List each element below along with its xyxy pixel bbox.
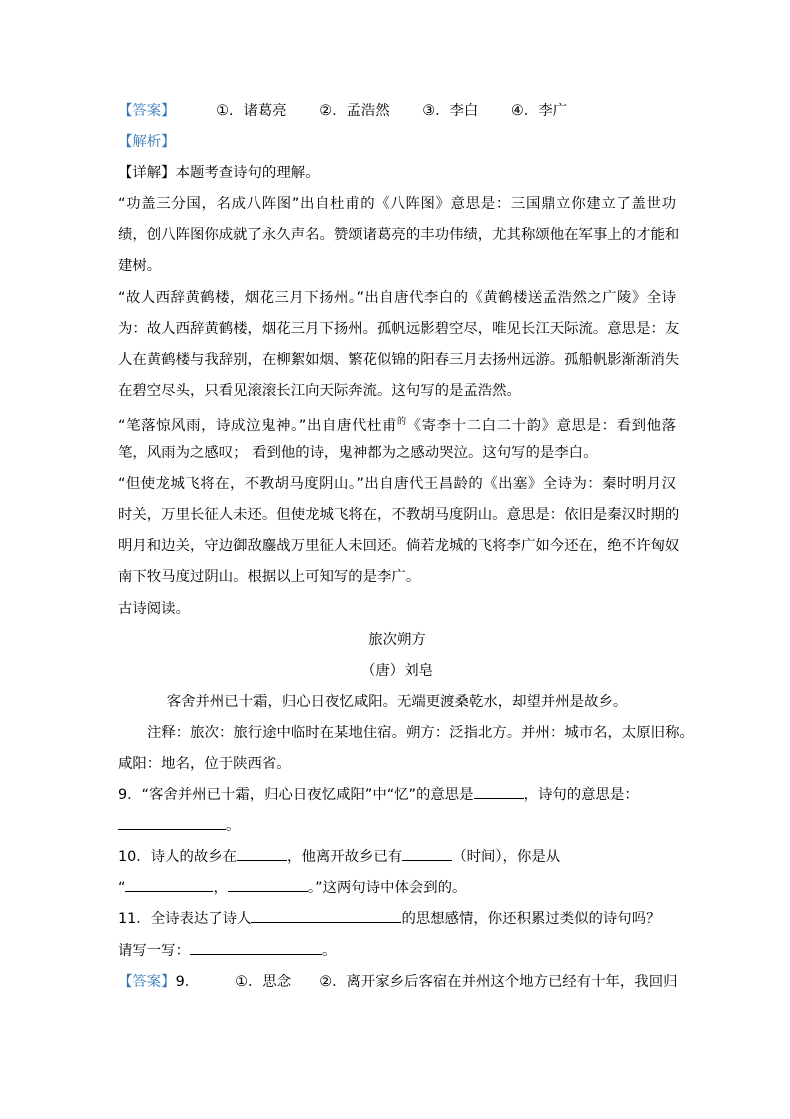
- paragraph-line: 时关，万里长征人未还。但使龙城飞将在，不教胡马度阴山。意思是：依旧是秦汉时期的: [118, 507, 680, 524]
- answer-tag: 【答案】: [118, 103, 176, 119]
- paragraph-line: [118, 407, 676, 438]
- text: （时间），你是从: [452, 849, 561, 866]
- answer-item: ②．离开家乡后客宿在并州这个地方已经有十年，我回归: [319, 973, 678, 990]
- text: 9．: [175, 973, 200, 990]
- paragraph-line: 明月和边关，守边御敌鏖战万里征人未回还。倘若龙城的飞将李广如今还在，绝不许匈奴: [118, 538, 680, 555]
- paragraph-line: 为：故人西辞黄鹤楼，烟花三月下扬州。孤帆远影碧空尽，唯见长江天际流。意思是：友: [118, 320, 680, 337]
- answer-blank[interactable]: [125, 877, 213, 892]
- text: 《寄李十二白二十韵》意思是：看到他落: [406, 417, 676, 434]
- answer-blank[interactable]: [402, 846, 452, 861]
- paragraph-line: “故人西辞黄鹤楼，烟花三月下扬州。”出自唐代李白的《黄鹤楼送孟浩然之广陵》全诗: [118, 289, 676, 306]
- analysis-tag: 【解析】: [118, 134, 176, 151]
- question-10: [118, 842, 676, 873]
- paragraph-line: 人在黄鹤楼与我辞别，在柳絮如烟、繁花似锦的阳春三月去扬州远游。孤船帆影渐渐消失: [118, 351, 680, 368]
- poem-author: （唐）刘皂: [361, 662, 433, 679]
- text: 9．“客舍并州已十霜，归心日夜忆咸阳”中“忆”的意思是: [118, 787, 474, 804]
- detail-line: [118, 158, 676, 189]
- text: ，诗句的意思是：: [523, 787, 639, 804]
- paragraph-line: 笔，风雨为之感叹； 看到他的诗，鬼神都为之感动哭泣。这句写的是李白。: [118, 445, 598, 462]
- poem-body: 客舍并州已十霜，归心日夜忆咸阳。无端更渡桑乾水，却望并州是故乡。: [166, 693, 628, 710]
- question-10-cont: [118, 873, 676, 904]
- answer-blank[interactable]: [228, 877, 308, 892]
- answer-tag: 【答案】: [118, 973, 176, 990]
- paragraph-line: “但使龙城飞将在，不教胡马度阴山。”出自唐代王昌龄的《出塞》全诗为：秦时明月汉: [118, 476, 676, 493]
- paragraph-line: 南下牧马度过阴山。根据以上可知写的是李广。: [118, 569, 421, 586]
- answer-blank[interactable]: [190, 940, 322, 955]
- question-11: [118, 904, 676, 935]
- answer-item: ①．诸葛亮: [216, 103, 287, 119]
- text: “: [118, 880, 126, 897]
- poem-title: 旅次朔方: [368, 631, 426, 648]
- paragraph-line: “功盖三分国，名成八阵图”出自杜甫的《八阵图》意思是：三国鼎立你建立了盖世功: [118, 196, 676, 213]
- answer-item: ②．孟浩然: [319, 103, 390, 119]
- answer-blank[interactable]: [118, 815, 226, 830]
- section-heading: 古诗阅读。: [118, 600, 190, 617]
- answer-item: ④．李广: [510, 103, 567, 119]
- text: 。”这两句诗中体会到的。: [307, 880, 467, 897]
- text: ，他离开故乡已有: [287, 849, 403, 866]
- detail-tag: 【详解】: [118, 165, 176, 182]
- answer-blank[interactable]: [251, 908, 401, 923]
- question-11-cont: [118, 936, 676, 967]
- question-9-cont: [118, 811, 676, 842]
- paragraph-line: 绩，创八阵图你成就了永久声名。赞颂诸葛亮的丰功伟绩，尤其称颂他在军事上的才能和: [118, 227, 680, 244]
- detail-text: 本题考查诗句的理解。: [175, 165, 320, 182]
- answer-item: ①．思念: [235, 973, 292, 990]
- paragraph-line: 在碧空尽头，只看见滚滚长江向天际奔流。这句写的是孟浩然。: [118, 382, 521, 399]
- text: 。: [226, 818, 241, 835]
- text: 10．诗人的故乡在: [118, 849, 238, 866]
- poem-note: 注释：旅次：旅行途中临时在某地住宿。朔方：泛指北方。并州：城市名，太原旧称。: [147, 724, 694, 741]
- poem-note: 咸阳：地名，位于陕西省。: [118, 755, 291, 772]
- superscript: 的: [396, 416, 407, 427]
- question-9: [118, 780, 676, 811]
- text: 请写一写：: [118, 942, 190, 959]
- answer-item: ③．李白: [422, 103, 479, 119]
- text: 11．全诗表达了诗人: [118, 911, 252, 928]
- text: 。: [321, 942, 337, 959]
- answer-blank[interactable]: [237, 846, 287, 861]
- paragraph-line: 建树。: [118, 258, 162, 275]
- text: 的思想感情，你还积累过类似的诗句吗？: [401, 911, 661, 928]
- text: “笔落惊风雨，诗成泣鬼神。”出自唐代杜甫: [118, 417, 397, 434]
- text: ，: [213, 880, 228, 897]
- answer-line-2: [118, 967, 676, 998]
- answer-line: [118, 96, 676, 127]
- answer-blank[interactable]: [474, 784, 524, 799]
- document-page: [118, 96, 694, 998]
